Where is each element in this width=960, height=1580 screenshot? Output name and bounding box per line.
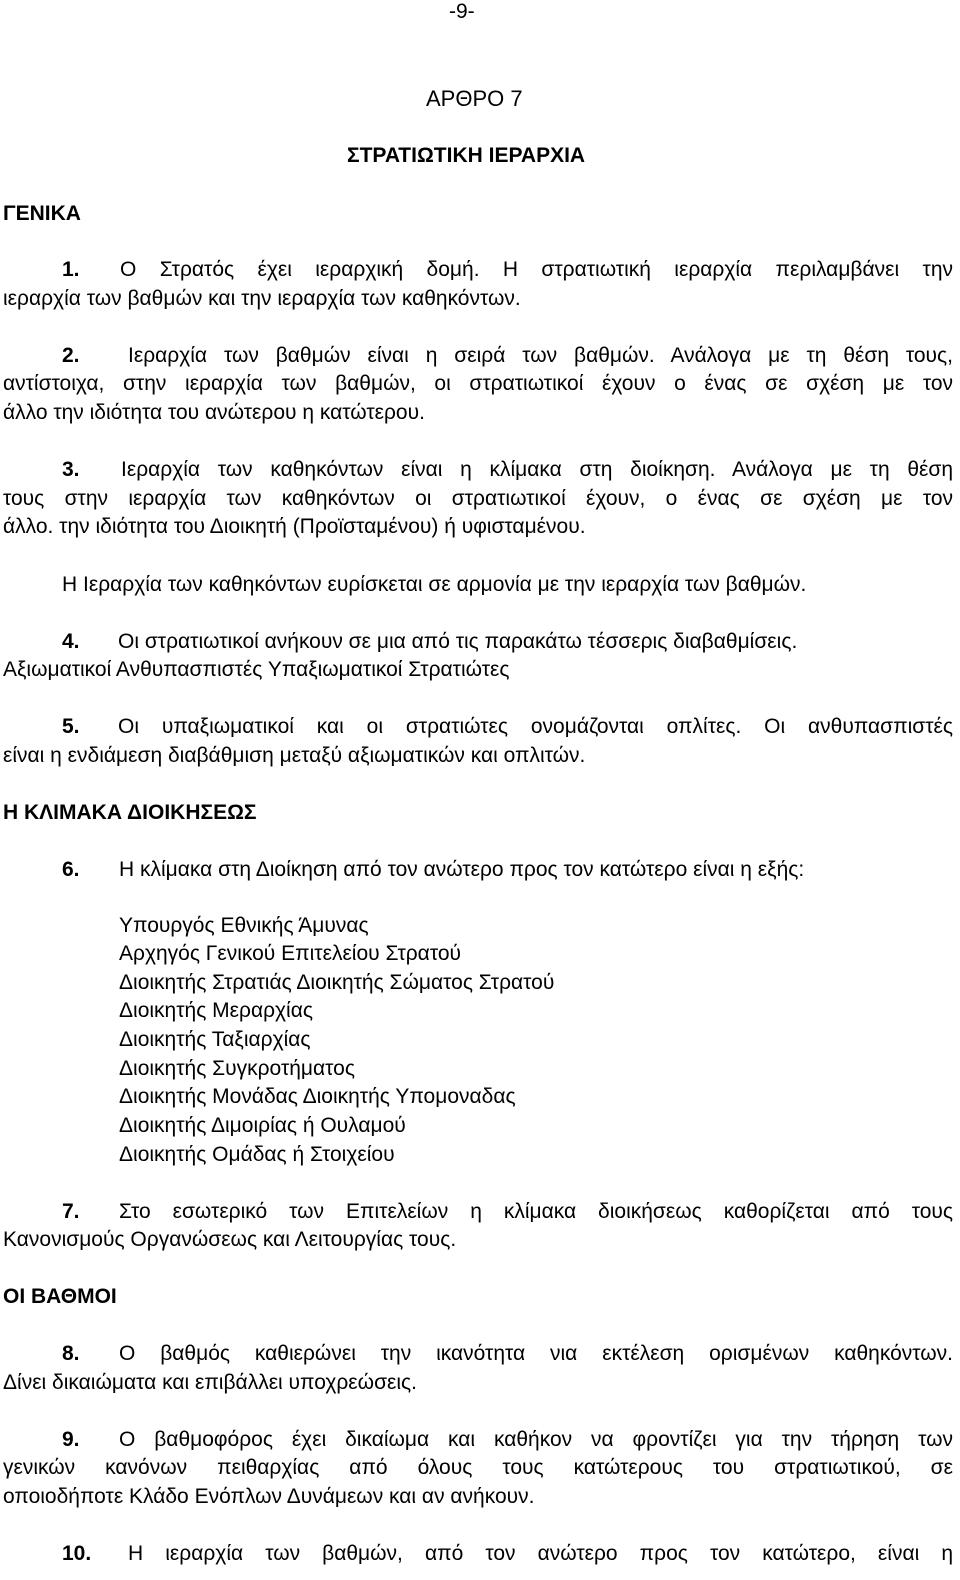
article-title: ΣΤΡΑΤΙΩΤΙΚΗ ΙΕΡΑΡΧΙΑ: [347, 144, 586, 167]
paragraph-1-line-1: 1. Ο Στρατός έχει ιεραρχική δομή. Η στρατιωτική ιεραρχία περιλαμβάνει την: [62, 258, 953, 281]
paragraph-7-line-1: 7. Στο εσωτερικό των Επιτελείων η κλίμακα διοικήσεως καθορίζεται από τους: [62, 1200, 953, 1223]
paragraph-number: 8.: [62, 1342, 80, 1365]
paragraph-2-line-2: αντίστοιχα, στην ιεραρχία των βαθμών, οι στρατιωτικοί έχουν ο ένας σε σχέση με τον: [3, 372, 953, 395]
paragraph-number: 5.: [62, 715, 80, 738]
paragraph-number: 1.: [62, 258, 80, 281]
chain-list-item: Διοικητής Μονάδας Διοικητής Υπομοναδας: [119, 1085, 516, 1108]
paragraph-3-line-1: 3. Ιεραρχία των καθηκόντων είναι η κλίμακα στη διοίκηση. Ανάλογα με τη θέση: [62, 458, 953, 481]
chain-list-item: Διοικητής Στρατιάς Διοικητής Σώματος Στρατού: [119, 971, 555, 994]
chain-list-item: Διοικητής Ταξιαρχίας: [119, 1028, 311, 1051]
section-heading-ranks: ΟΙ ΒΑΘΜΟΙ: [3, 1285, 117, 1308]
paragraph-number: 6.: [62, 858, 80, 881]
chain-list-item: Διοικητής Συγκροτήματος: [119, 1057, 355, 1080]
section-heading-command-scale: Η ΚΛΙΜΑΚΑ ΔΙΟΙΚΗΣΕΩΣ: [3, 801, 257, 824]
paragraph-number: 2.: [62, 344, 80, 367]
page-number: -9-: [449, 0, 475, 23]
paragraph-number: 10.: [62, 1542, 92, 1565]
paragraph-number: 4.: [62, 630, 80, 653]
chain-list-item: Διοικητής Ομάδας ή Στοιχείου: [119, 1143, 395, 1166]
paragraph-5-line-1: 5. Οι υπαξιωματικοί και οι στρατιώτες ονομάζονται οπλίτες. Οι ανθυπασπιστές: [62, 715, 953, 738]
paragraph-10-line-1: 10. Η ιεραρχία των βαθμών, από τον ανώτερο προς τον κατώτερο, είναι η: [62, 1542, 953, 1565]
paragraph-4-line-2: Αξιωματικοί Ανθυπασπιστές Υπαξιωματικοί Στρατιώτες: [3, 658, 510, 681]
paragraph-7-line-2: Κανονισμούς Οργανώσεως και Λειτουργίας τους.: [3, 1228, 457, 1251]
paragraph-9-line-3: οποιοδήποτε Κλάδο Ενόπλων Δυνάμεων και αν ανήκουν.: [3, 1485, 535, 1508]
paragraph-number: 9.: [62, 1428, 80, 1451]
paragraph-number: 3.: [62, 458, 80, 481]
paragraph-3-line-2: τους στην ιεραρχία των καθηκόντων οι στρατιωτικοί έχουν, ο ένας σε σχέση με τον: [3, 487, 953, 510]
paragraph-9-line-2: γενικών κανόνων πειθαρχίας από όλους τους κατώτερους του στρατιωτικού, σε: [3, 1456, 953, 1479]
section-heading-general: ΓΕΝΙΚΑ: [3, 202, 81, 225]
paragraph-4-line-1: 4. Οι στρατιωτικοί ανήκουν σε μια από τις παρακάτω τέσσερις διαβαθμίσεις.: [62, 630, 798, 653]
article-heading: ΑΡΘΡΟ 7: [426, 86, 523, 111]
paragraph-8-line-2: Δίνει δικαιώματα και επιβάλλει υποχρεώσεις.: [3, 1371, 418, 1394]
paragraph-8-line-1: 8. Ο βαθμός καθιερώνει την ικανότητα νια εκτέλεση ορισμένων καθηκόντων.: [62, 1342, 953, 1365]
paragraph-2-line-3: άλλο την ιδιότητα του ανώτερου η κατώτερου.: [3, 401, 425, 424]
chain-list-item: Διοικητής Διμοιρίας ή Ουλαμού: [119, 1114, 406, 1137]
chain-list-item: Υπουργός Εθνικής Άμυνας: [119, 914, 369, 937]
chain-list-item: Αρχηγός Γενικού Επιτελείου Στρατού: [119, 942, 461, 965]
paragraph-3-line-4: Η Ιεραρχία των καθηκόντων ευρίσκεται σε αρμονία με την ιεραρχία των βαθμών.: [62, 573, 807, 596]
paragraph-2-line-1: 2. Ιεραρχία των βαθμών είναι η σειρά των βαθμών. Ανάλογα με τη θέση τους,: [62, 344, 953, 367]
paragraph-number: 7.: [62, 1200, 80, 1223]
paragraph-6-line-1: 6. Η κλίμακα στη Διοίκηση από τον ανώτερο προς τον κατώτερο είναι η εξής:: [62, 858, 805, 881]
paragraph-3-line-3: άλλο. την ιδιότητα του Διοικητή (Προϊσταμένου) ή υφισταμένου.: [3, 515, 586, 538]
chain-list-item: Διοικητής Μεραρχίας: [119, 999, 313, 1022]
paragraph-5-line-2: είναι η ενδιάμεση διαβάθμιση μεταξύ αξιωματικών και οπλιτών.: [3, 744, 586, 767]
paragraph-1-line-2: ιεραρχία των βαθμών και την ιεραρχία των καθηκόντων.: [3, 287, 521, 310]
paragraph-9-line-1: 9. Ο βαθμοφόρος έχει δικαίωμα και καθήκον να φροντίζει για την τήρηση των: [62, 1428, 953, 1451]
